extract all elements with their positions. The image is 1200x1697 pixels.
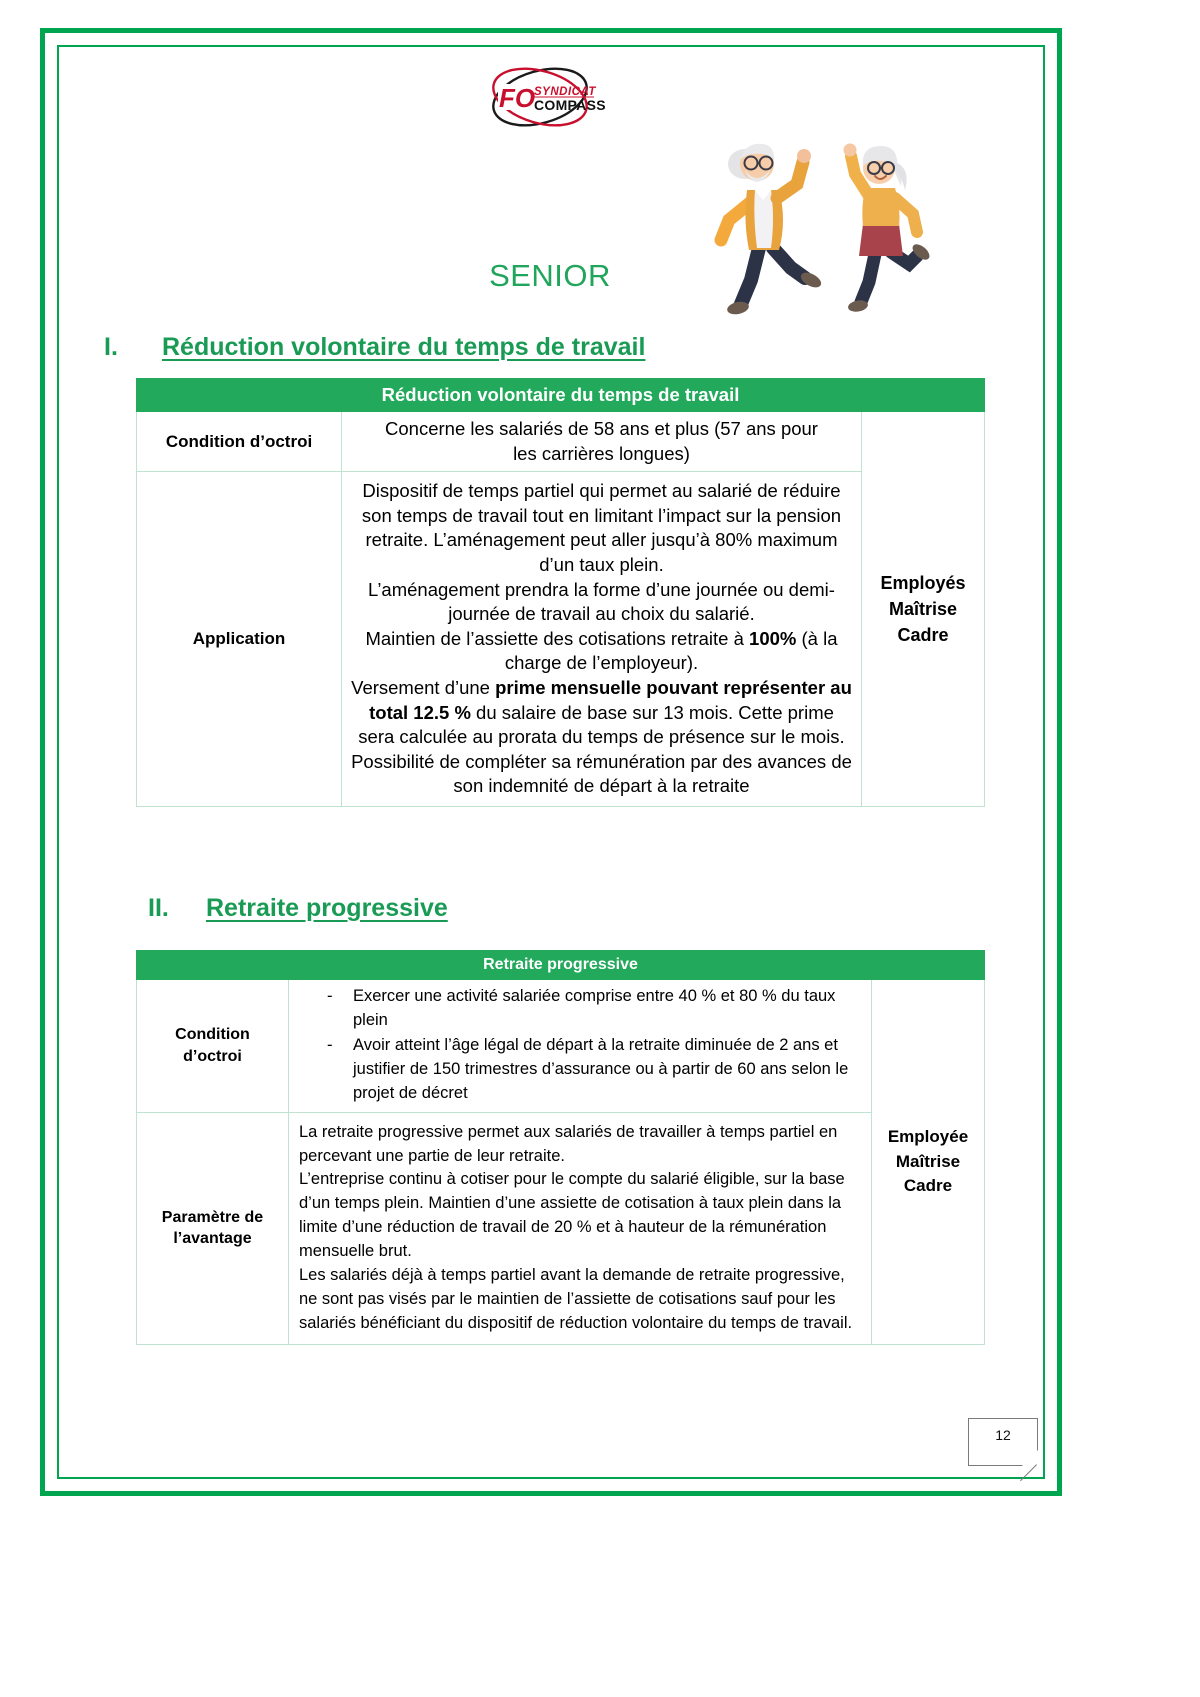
table-reduction-volontaire [136, 378, 985, 807]
table-retraite-progressive [136, 950, 985, 1345]
page-number: 12 [995, 1427, 1011, 1443]
page-number-box [968, 1418, 1038, 1466]
bullet-text: Exercer une activité salariée comprise entre 40 % et 80 % du taux plein [353, 987, 836, 1029]
label-line: Condition [175, 1026, 250, 1044]
bullet-marker: - [327, 1035, 333, 1054]
row-right-categories-2 [872, 980, 985, 1345]
row-body-condition-octroi [342, 412, 862, 472]
application-para-3: Maintien de l’assiette des cotisations retraite à 100% (à la charge de l’employeur). [365, 627, 838, 674]
label-line: d’octroi [183, 1047, 242, 1065]
fo-syndicat-compass-logo [470, 62, 610, 132]
bullet-text: Avoir atteint l’âge légal de départ à la retraite diminuée de 2 ans et justifier de 150 trimestres d’assurance ou à partir de 60 ans selon le projet de décret [353, 1035, 849, 1102]
category-line: Employés [880, 572, 966, 593]
body-line: les carrières longues) [513, 442, 690, 464]
application-para-1: Dispositif de temps partiel qui permet au salarié de réduire son temps de travail tout en limitant l’impact sur la pension retraite. L’aménagement peut aller jusqu’à 80% maximum d’un taux plein. [361, 480, 842, 575]
svg-text:COMPASS: COMPASS [534, 97, 606, 113]
application-para-5: Possibilité de compléter sa rémunération par des avances de son indemnité de départ à la retraite [351, 750, 852, 797]
section-title-2: Retraite progressive [206, 894, 448, 922]
category-line: Maîtrise [895, 1151, 961, 1171]
bullet-marker: - [327, 987, 333, 1005]
svg-text:SYNDICAT: SYNDICAT [534, 86, 596, 98]
page-title: SENIOR [489, 258, 611, 293]
table-header-row [137, 951, 985, 980]
table1-banner: Réduction volontaire du temps de travail [137, 379, 985, 412]
avantage-para-1: La retraite progressive permet aux salariés de travailler à temps partiel en percevant une partie de leur retraite. [299, 1122, 838, 1165]
category-line: Employée [887, 1126, 969, 1146]
table-row [137, 1112, 985, 1344]
condition-bullet-list [297, 985, 863, 1106]
row-right-categories-1 [862, 412, 985, 807]
row-body-condition-octroi-2 [289, 980, 872, 1113]
row-label-condition-octroi: Condition d’octroi [137, 412, 342, 472]
section-number-2: II. [148, 894, 169, 922]
row-label-parametre-avantage [137, 1112, 289, 1344]
application-para-2: L’aménagement prendra la forme d’une journée ou demi-journée de travail au choix du salarié. [368, 578, 835, 625]
avantage-para-3: Les salariés déjà à temps partiel avant la demande de retraite progressive, ne sont pas visés par le maintien de l’assiette de cotisations sauf pour les salariés bénéficiant du dispositif de réduction volontaire du temps de travail. [299, 1266, 853, 1332]
body-line: Concerne les salariés de 58 ans et plus (57 ans pour [385, 418, 818, 439]
senior-couple-illustration [655, 128, 955, 328]
svg-text:FO: FO [499, 83, 536, 113]
row-body-parametre-avantage [289, 1112, 872, 1344]
table2-banner: Retraite progressive [137, 951, 985, 980]
category-line: Cadre [903, 1176, 953, 1196]
category-line: Cadre [897, 625, 949, 645]
table-row [137, 980, 985, 1113]
row-label-application: Application [137, 472, 342, 807]
table-row [137, 412, 985, 472]
section-heading-2 [148, 894, 448, 923]
row-body-application [342, 472, 862, 807]
section-title-1: Réduction volontaire du temps de travail [162, 333, 646, 361]
list-item [297, 985, 863, 1033]
category-line: Maîtrise [889, 598, 958, 619]
list-item [297, 1034, 863, 1106]
table-header-row [137, 379, 985, 412]
label-line: Paramètre de [161, 1208, 264, 1226]
label-line: l’avantage [173, 1230, 252, 1248]
avantage-para-2: L’entreprise continu à cotiser pour le compte du salarié éligible, sur la base d’un temps plein. Maintien d’une assiette de cotisation à taux plein dans la limite d’une réduction de travail de 20 % et à hauteur de la rémunération mensuelle brut. [299, 1170, 845, 1261]
section-number-1: I. [104, 333, 118, 361]
application-para-4: Versement d’une prime mensuelle pouvant représenter au total 12.5 % du salaire de base sur 13 mois. Cette prime sera calculée au prorata du temps de présence sur le mois. [351, 676, 852, 748]
section-heading-1 [104, 333, 645, 362]
row-label-condition-octroi-2 [137, 980, 289, 1113]
table-row [137, 472, 985, 807]
